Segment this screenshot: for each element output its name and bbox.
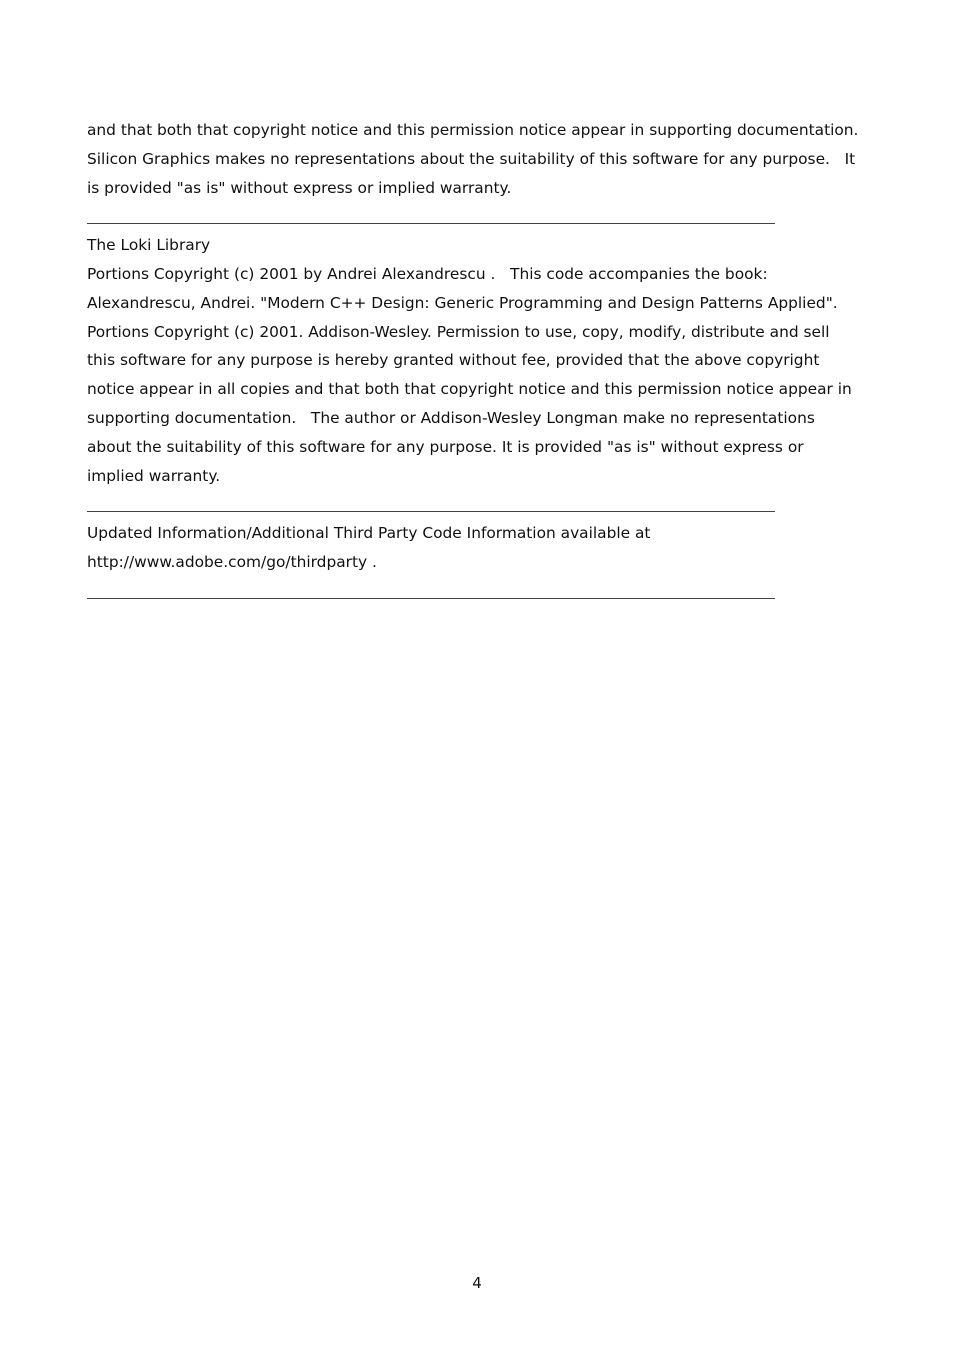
updated-info-line-2: http://www.adobe.com/go/thirdparty .: [87, 552, 377, 571]
loki-title: The Loki Library: [87, 236, 211, 255]
loki-line-4: this software for any purpose is hereby granted without fee, provided that the above copyright: [87, 351, 820, 370]
loki-line-6: supporting documentation. The author or Addison-Wesley Longman make no representations: [87, 408, 815, 427]
loki-line-8: implied warranty.: [87, 466, 221, 485]
separator-line: [87, 223, 775, 224]
updated-info-line-1: Updated Information/Additional Third Party Code Information available at: [87, 524, 651, 543]
page-number: 4: [472, 1274, 482, 1292]
sgi-line-1: and that both that copyright notice and this permission notice appear in supporting documentation.: [87, 121, 859, 139]
separator-1: [87, 202, 877, 231]
loki-line-2: Alexandrescu, Andrei. "Modern C++ Design: Generic Programming and Design Patterns Applied".: [87, 293, 838, 312]
loki-line-3: Portions Copyright (c) 2001. Addison-Wesley. Permission to use, copy, modify, distribute and sell: [87, 322, 830, 341]
separator-line: [87, 598, 775, 599]
separator-3: [87, 577, 877, 606]
loki-line-5: notice appear in all copies and that both that copyright notice and this permission notice appear in: [87, 380, 852, 399]
separator-2: [87, 490, 877, 519]
document-body: [87, 116, 877, 606]
loki-line-1: Portions Copyright (c) 2001 by Andrei Alexandrescu . This code accompanies the book:: [87, 264, 768, 283]
separator-line: [87, 511, 775, 512]
loki-line-7: about the suitability of this software for any purpose. It is provided "as is" without express or: [87, 437, 804, 456]
sgi-line-2: Silicon Graphics makes no representations about the suitability of this software for any purpose. It: [87, 149, 856, 168]
sgi-line-3: is provided "as is" without express or implied warranty.: [87, 178, 512, 197]
